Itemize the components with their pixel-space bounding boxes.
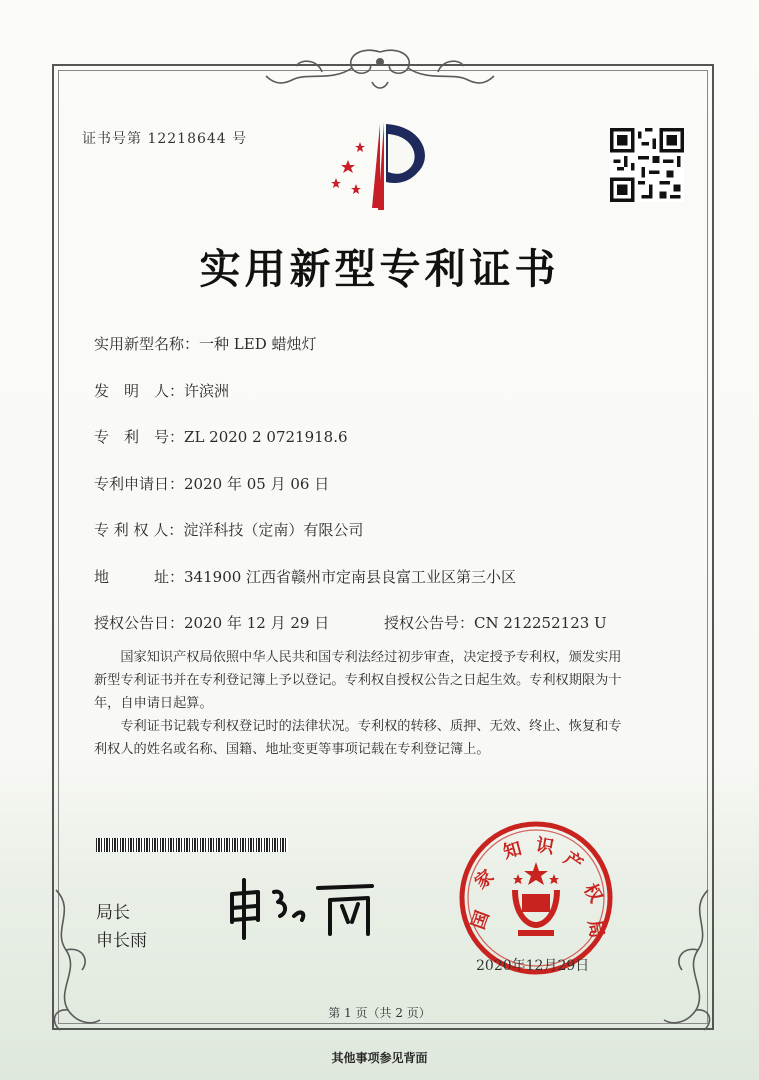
legal-status-line: 利权人的姓名或名称、国籍、地址变更等事项记载在专利登记簿上。 bbox=[94, 742, 490, 757]
field-grant-date-label: 授权公告日： bbox=[94, 614, 185, 632]
svg-text:知: 知 bbox=[501, 838, 524, 864]
field-grant-date bbox=[94, 612, 329, 633]
certificate-number-label: 证书号第 bbox=[82, 131, 142, 147]
svg-text:识: 识 bbox=[534, 834, 556, 859]
field-address-label: 地 址： bbox=[94, 568, 185, 586]
field-holder bbox=[94, 519, 363, 540]
svg-text:权: 权 bbox=[579, 880, 607, 907]
qr-code-icon bbox=[610, 128, 684, 202]
grant-statement bbox=[94, 646, 680, 715]
field-inventor bbox=[94, 380, 229, 401]
svg-text:产: 产 bbox=[559, 847, 587, 876]
director-name: 申长雨 bbox=[96, 931, 147, 951]
field-inventor-label: 发 明 人： bbox=[94, 382, 185, 400]
field-inventor-value: 许滨洲 bbox=[184, 382, 230, 400]
field-patent-number-value: ZL 2020 2 0721918.6 bbox=[184, 428, 348, 446]
svg-text:国: 国 bbox=[467, 908, 494, 933]
field-grant-number-label: 授权公告号： bbox=[384, 614, 475, 632]
field-patent-number bbox=[94, 426, 348, 447]
director-title: 局长 bbox=[96, 903, 130, 923]
field-name-label: 实用新型名称： bbox=[94, 335, 200, 353]
field-name bbox=[94, 333, 317, 354]
grant-statement-line: 新型专利证书并在专利登记簿上予以登记。专利权自授权公告之日起生效。专利权期限为十 bbox=[94, 673, 622, 688]
field-name-value: 一种 LED 蜡烛灯 bbox=[199, 335, 317, 353]
field-grant-date-value: 2020 年 12 月 29 日 bbox=[184, 614, 330, 632]
grant-statement-line: 国家知识产权局依照中华人民共和国专利法经过初步审查，决定授予专利权，颁发实用 bbox=[94, 650, 622, 665]
field-apply-date bbox=[94, 473, 329, 494]
top-ornament-icon bbox=[262, 42, 498, 94]
field-grant-number-value: CN 212252123 U bbox=[474, 614, 607, 632]
field-grant-number bbox=[384, 612, 607, 633]
field-address-value: 341900 江西省赣州市定南县良富工业区第三小区 bbox=[184, 568, 517, 586]
back-note: 其他事项参见背面 bbox=[331, 1051, 428, 1065]
field-patent-number-label: 专 利 号： bbox=[94, 428, 185, 446]
grant-statement-line: 年，自申请日起算。 bbox=[94, 696, 213, 711]
seal-date: 2020年12月29日 bbox=[476, 958, 590, 974]
certificate-number-suffix: 号 bbox=[232, 131, 248, 147]
field-apply-date-value: 2020 年 05 月 06 日 bbox=[184, 475, 330, 493]
field-address bbox=[94, 566, 516, 587]
official-seal-icon bbox=[456, 818, 616, 978]
patent-office-logo-icon bbox=[322, 112, 442, 212]
svg-text:局: 局 bbox=[583, 918, 608, 940]
certificate-number-value: 12218644 bbox=[147, 131, 227, 147]
svg-text:家: 家 bbox=[470, 865, 499, 894]
field-holder-value: 淀洋科技（定南）有限公司 bbox=[183, 521, 364, 539]
page-number: 第 1 页（共 2 页） bbox=[328, 1006, 431, 1020]
legal-status-statement bbox=[94, 715, 680, 761]
field-apply-date-label: 专利申请日： bbox=[94, 475, 185, 493]
field-holder-label: 专 利 权 人： bbox=[94, 521, 184, 539]
signature-icon bbox=[222, 872, 382, 942]
certificate-title: 实用新型专利证书 bbox=[199, 245, 560, 293]
legal-status-line: 专利证书记载专利权登记时的法律状况。专利权的转移、质押、无效、终止、恢复和专 bbox=[94, 719, 622, 734]
barcode bbox=[96, 838, 288, 852]
certificate-number bbox=[82, 128, 247, 148]
